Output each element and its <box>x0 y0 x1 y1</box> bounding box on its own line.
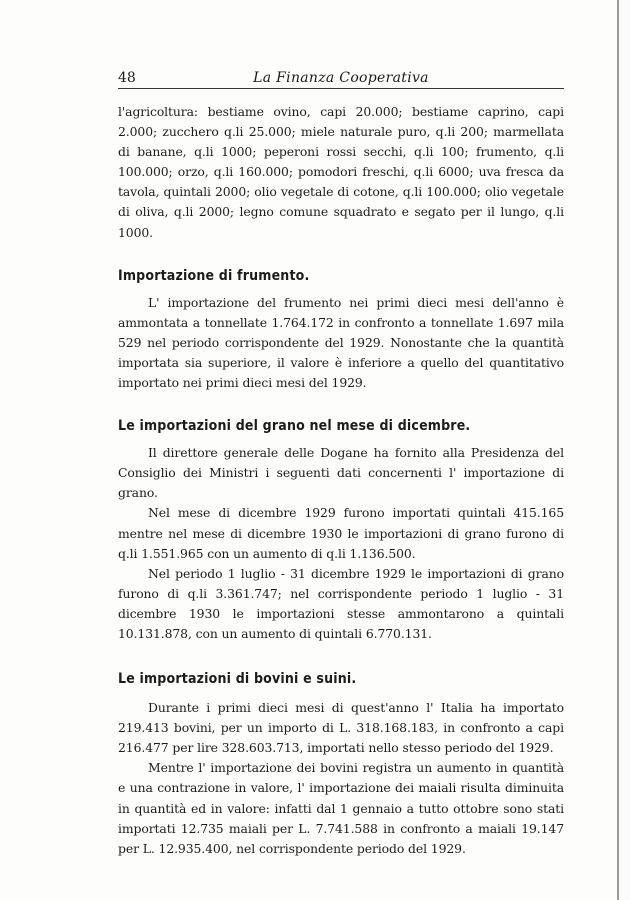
running-title: La Finanza Cooperativa <box>253 70 429 86</box>
section-heading-grano-dicembre: Le importazioni del grano nel mese di dicembre. <box>118 418 471 435</box>
paragraph: Nel periodo 1 luglio - 31 dicembre 1929 le importazioni di grano furono di q.li 3.361.747; nel corrispondente periodo 1 luglio - 31 dicembre 1930 le importazioni stesse ammontarono a quintali 10.131.878, con un aumento di quintali 6.770.131. <box>118 565 564 641</box>
paragraph: L' importazione del frumento nei primi dieci mesi dell'anno è ammontata a tonnellate 1.764.172 in confronto a tonnellate 1.697 mila 529 nel periodo corrispondente del 1929. Nonostante che la quantità importata sia superiore, il valore è inferiore a quello del quantitativo importato nei primi dieci mesi del 1929. <box>118 294 564 391</box>
page-edge-line <box>617 0 619 900</box>
page-edge-shadow <box>619 0 630 900</box>
page-body <box>118 102 564 859</box>
section-heading-frumento: Importazione di frumento. <box>118 267 310 284</box>
page-number: 48 <box>118 70 136 86</box>
page-header <box>118 70 564 89</box>
paragraph: Durante i primi dieci mesi di quest'anno l' Italia ha importato 219.413 bovini, per un importo di L. 318.168.183, in confronto a capi 216.477 per lire 328.603.713, importati nello stesso periodo del 1929. <box>118 700 564 756</box>
paragraph: Nel mese di dicembre 1929 furono importati quintali 415.165 mentre nel mese di dicembre 1930 le importazioni di grano furono di q.li 1.551.965 con un aumento di q.li 1.136.500. <box>118 505 564 561</box>
section-heading-bovini-suini: Le importazioni di bovini e suini. <box>118 671 357 688</box>
intro-paragraph: l'agricoltura: bestiame ovino, capi 20.000; bestiame caprino, capi 2.000; zucchero q.li 25.000; miele naturale puro, q.li 200; marmellata di banane, q.li 1000; peperoni rossi secchi, q.li 100; frumento, q.li 100.000; orzo, q.li 160.000; pomodori freschi, q.li 6000; uva fresca da tavola, quintali 2000; olio vegetale di cotone, q.li 100.000; olio vegetale di oliva, q.li 2000; legno comune squadrato e segato per il lungo, q.li 1000. <box>118 104 564 240</box>
paragraph: Il direttore generale delle Dogane ha fornito alla Presidenza del Consiglio dei Ministri i seguenti dati concernenti l' importazione di grano. <box>118 445 564 501</box>
paragraph: Mentre l' importazione dei bovini registra un aumento in quantità e una contrazione in valore, l' importazione dei maiali risulta diminuita in quantità ed in valore: infatti dal 1 gennaio a tutto ottobre sono stati importati 12.735 maiali per L. 7.741.588 in confronto a maiali 19.147 per L. 12.935.400, nel corrispondente periodo del 1929. <box>118 760 564 856</box>
